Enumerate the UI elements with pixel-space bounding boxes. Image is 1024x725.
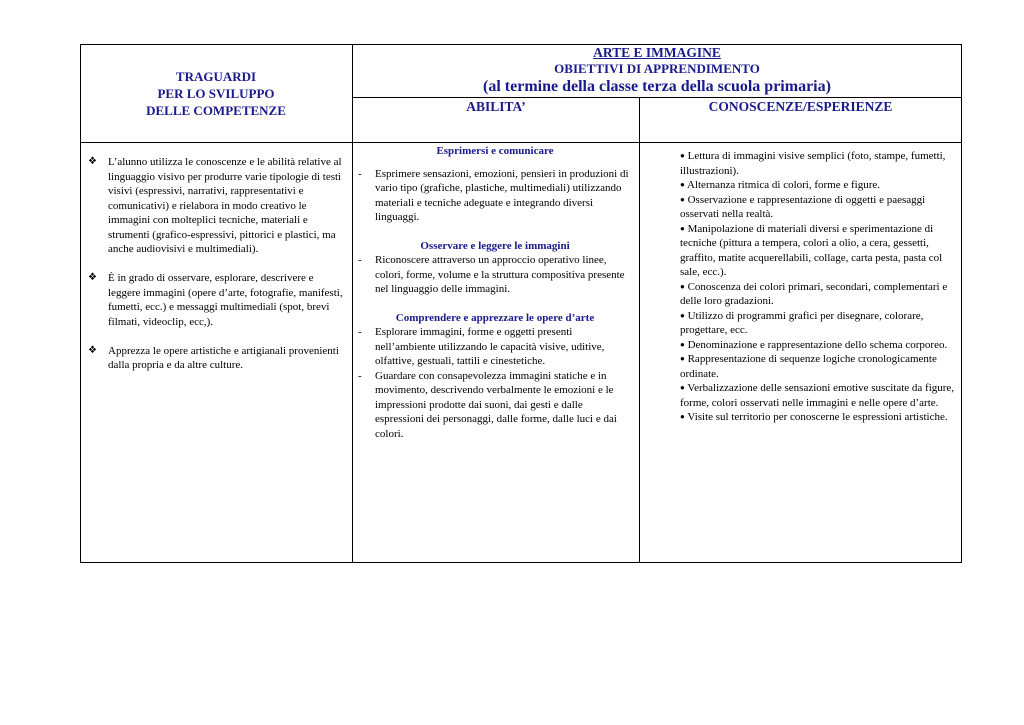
dash-bullet: - <box>358 369 362 382</box>
abilita-text: Riconoscere attraverso un approccio operativo linee, colori, forme, volume e la struttura compositiva presente nel linguaggio delle immagini. <box>375 254 625 295</box>
traguardo-text: Apprezza le opere artistiche e artigianali provenienti dalla propria e da altre culture. <box>108 344 339 371</box>
conoscenza-text: Conoscenza dei colori primari, secondari, complementari e delle loro gradazioni. <box>680 280 948 307</box>
round-bullet-icon: ● <box>680 354 685 363</box>
list-item <box>88 271 346 329</box>
traguardo-text: L’alunno utilizza le conoscenze e le abilità relative al linguaggio visivo per produrre varie tipologie di testi visivi (espressivi, narrativi, rappresentativi e comunicativi) e rielabora in modo creativo le immagini con molteplici tecniche, materiali e strumenti (grafico-espressivi, pittorici e plastici, ma anche audiovisivi e multimediali). <box>108 156 342 255</box>
round-bullet-icon: ● <box>680 310 685 320</box>
abilita-text: Esprimere sensazioni, emozioni, pensieri in produzioni di vario tipo (grafiche, plastiche, multimediali) utilizzando materiali e tecniche adeguate e integrando diversi linguaggi. <box>375 167 629 223</box>
round-bullet-icon: ● <box>680 383 685 392</box>
round-bullet-icon: ● <box>680 339 685 349</box>
list-item <box>680 410 956 425</box>
list-item <box>680 193 956 222</box>
conoscenza-text: Utilizzo di programmi grafici per disegnare, colorare, progettare, ecc. <box>680 309 924 336</box>
conoscenza-text: Denominazione e rappresentazione dello schema corporeo. <box>687 338 948 351</box>
subject-title: ARTE E IMMAGINE <box>593 45 721 60</box>
round-bullet-icon: ● <box>680 223 685 233</box>
scope-title: (al termine della classe terza della scuola primaria) <box>483 78 831 95</box>
list-item <box>358 167 632 225</box>
abilita-column <box>358 144 632 441</box>
conoscenza-text: Alternanza ritmica di colori, forme e figure. <box>687 179 881 191</box>
abilita-text: Guardare con consapevolezza immagini statiche e in movimento, descrivendo verbalmente le emozioni e le impressioni prodotte dai suoni, dai gesti e dalle espressioni dei personaggi, dalle forme, dalle luci e dai colori. <box>375 369 617 440</box>
traguardi-header-line-1: TRAGUARDI <box>175 68 257 84</box>
round-bullet-icon: ● <box>680 412 685 421</box>
list-item <box>680 222 956 280</box>
traguardi-header-line-3: DELLE COMPETENZE <box>146 102 286 118</box>
list-item <box>680 280 956 309</box>
abilita-text: Esplorare immagini, forme e oggetti presenti nell’ambiente utilizzando le capacità visive, uditive, olfattive, gestuali, tattili e cinestetiche. <box>375 326 605 367</box>
section-title-esprimersi: Esprimersi e comunicare <box>436 145 554 157</box>
subject-header <box>353 44 961 96</box>
conoscenza-text: Osservazione e rappresentazione di oggetti e paesaggi osservati nella realtà. <box>680 193 926 220</box>
round-bullet-icon: ● <box>680 180 685 189</box>
conoscenze-column-header: CONOSCENZE/ESPERIENZE <box>708 99 893 114</box>
diamond-bullet-icon: ❖ <box>88 156 97 167</box>
table-border-col1 <box>352 44 353 563</box>
dash-bullet: - <box>358 326 362 338</box>
list-item <box>358 325 632 369</box>
round-bullet-icon: ● <box>680 151 685 160</box>
conoscenza-text: Lettura di immagini visive semplici (foto, stampe, fumetti, illustrazioni). <box>680 150 946 177</box>
list-item <box>680 381 956 410</box>
dash-bullet: - <box>358 167 362 180</box>
list-item <box>680 352 956 381</box>
table-border-right <box>961 44 962 563</box>
table-border-bottom <box>80 562 962 563</box>
round-bullet-icon: ● <box>680 194 685 204</box>
list-item <box>680 178 956 193</box>
traguardi-header-line-2: PER LO SVILUPPO <box>157 85 275 101</box>
list-item <box>358 253 632 297</box>
list-item <box>88 155 346 257</box>
conoscenza-text: Manipolazione di materiali diversi e sperimentazione di tecniche (pittura a tempera, colori a olio, a cera, gessetti, graffito, matite acquerellabili, collage, carta pesta, pasta col sale, ecc.). <box>680 222 943 278</box>
list-item <box>358 369 632 442</box>
traguardo-text: È in grado di osservare, esplorare, descrivere e leggere immagini (opere d’arte, fotografie, manifesti, fumetti, ecc.) e messaggi multimediali (spot, brevi filmati, videoclip, ecc,). <box>108 272 343 328</box>
abilita-column-header: ABILITA’ <box>466 99 526 114</box>
list-item <box>680 149 956 178</box>
list-item <box>88 344 346 373</box>
diamond-bullet-icon: ❖ <box>88 272 97 283</box>
conoscenza-text: Rappresentazione di sequenze logiche cronologicamente ordinate. <box>680 353 937 380</box>
table-border-header-divider <box>80 142 962 143</box>
round-bullet-icon: ● <box>680 281 685 291</box>
table-border-col2 <box>639 97 640 563</box>
traguardi-list <box>88 155 346 387</box>
section-title-comprendere: Comprendere e apprezzare le opere d’arte <box>395 311 595 324</box>
conoscenze-list <box>680 149 956 425</box>
diamond-bullet-icon: ❖ <box>88 344 97 356</box>
list-item <box>680 309 956 338</box>
conoscenza-text: Verbalizzazione delle sensazioni emotive suscitate da figure, forme, colori osservati nelle immagini e nelle opere d’arte. <box>680 382 955 409</box>
objectives-title: OBIETTIVI DI APPRENDIMENTO <box>554 61 760 76</box>
list-item <box>680 338 956 353</box>
dash-bullet: - <box>358 254 362 266</box>
conoscenza-text: Visite sul territorio per conoscerne le espressioni artistiche. <box>687 411 948 423</box>
section-title-osservare: Osservare e leggere le immagini <box>420 239 570 252</box>
traguardi-header <box>80 44 352 142</box>
